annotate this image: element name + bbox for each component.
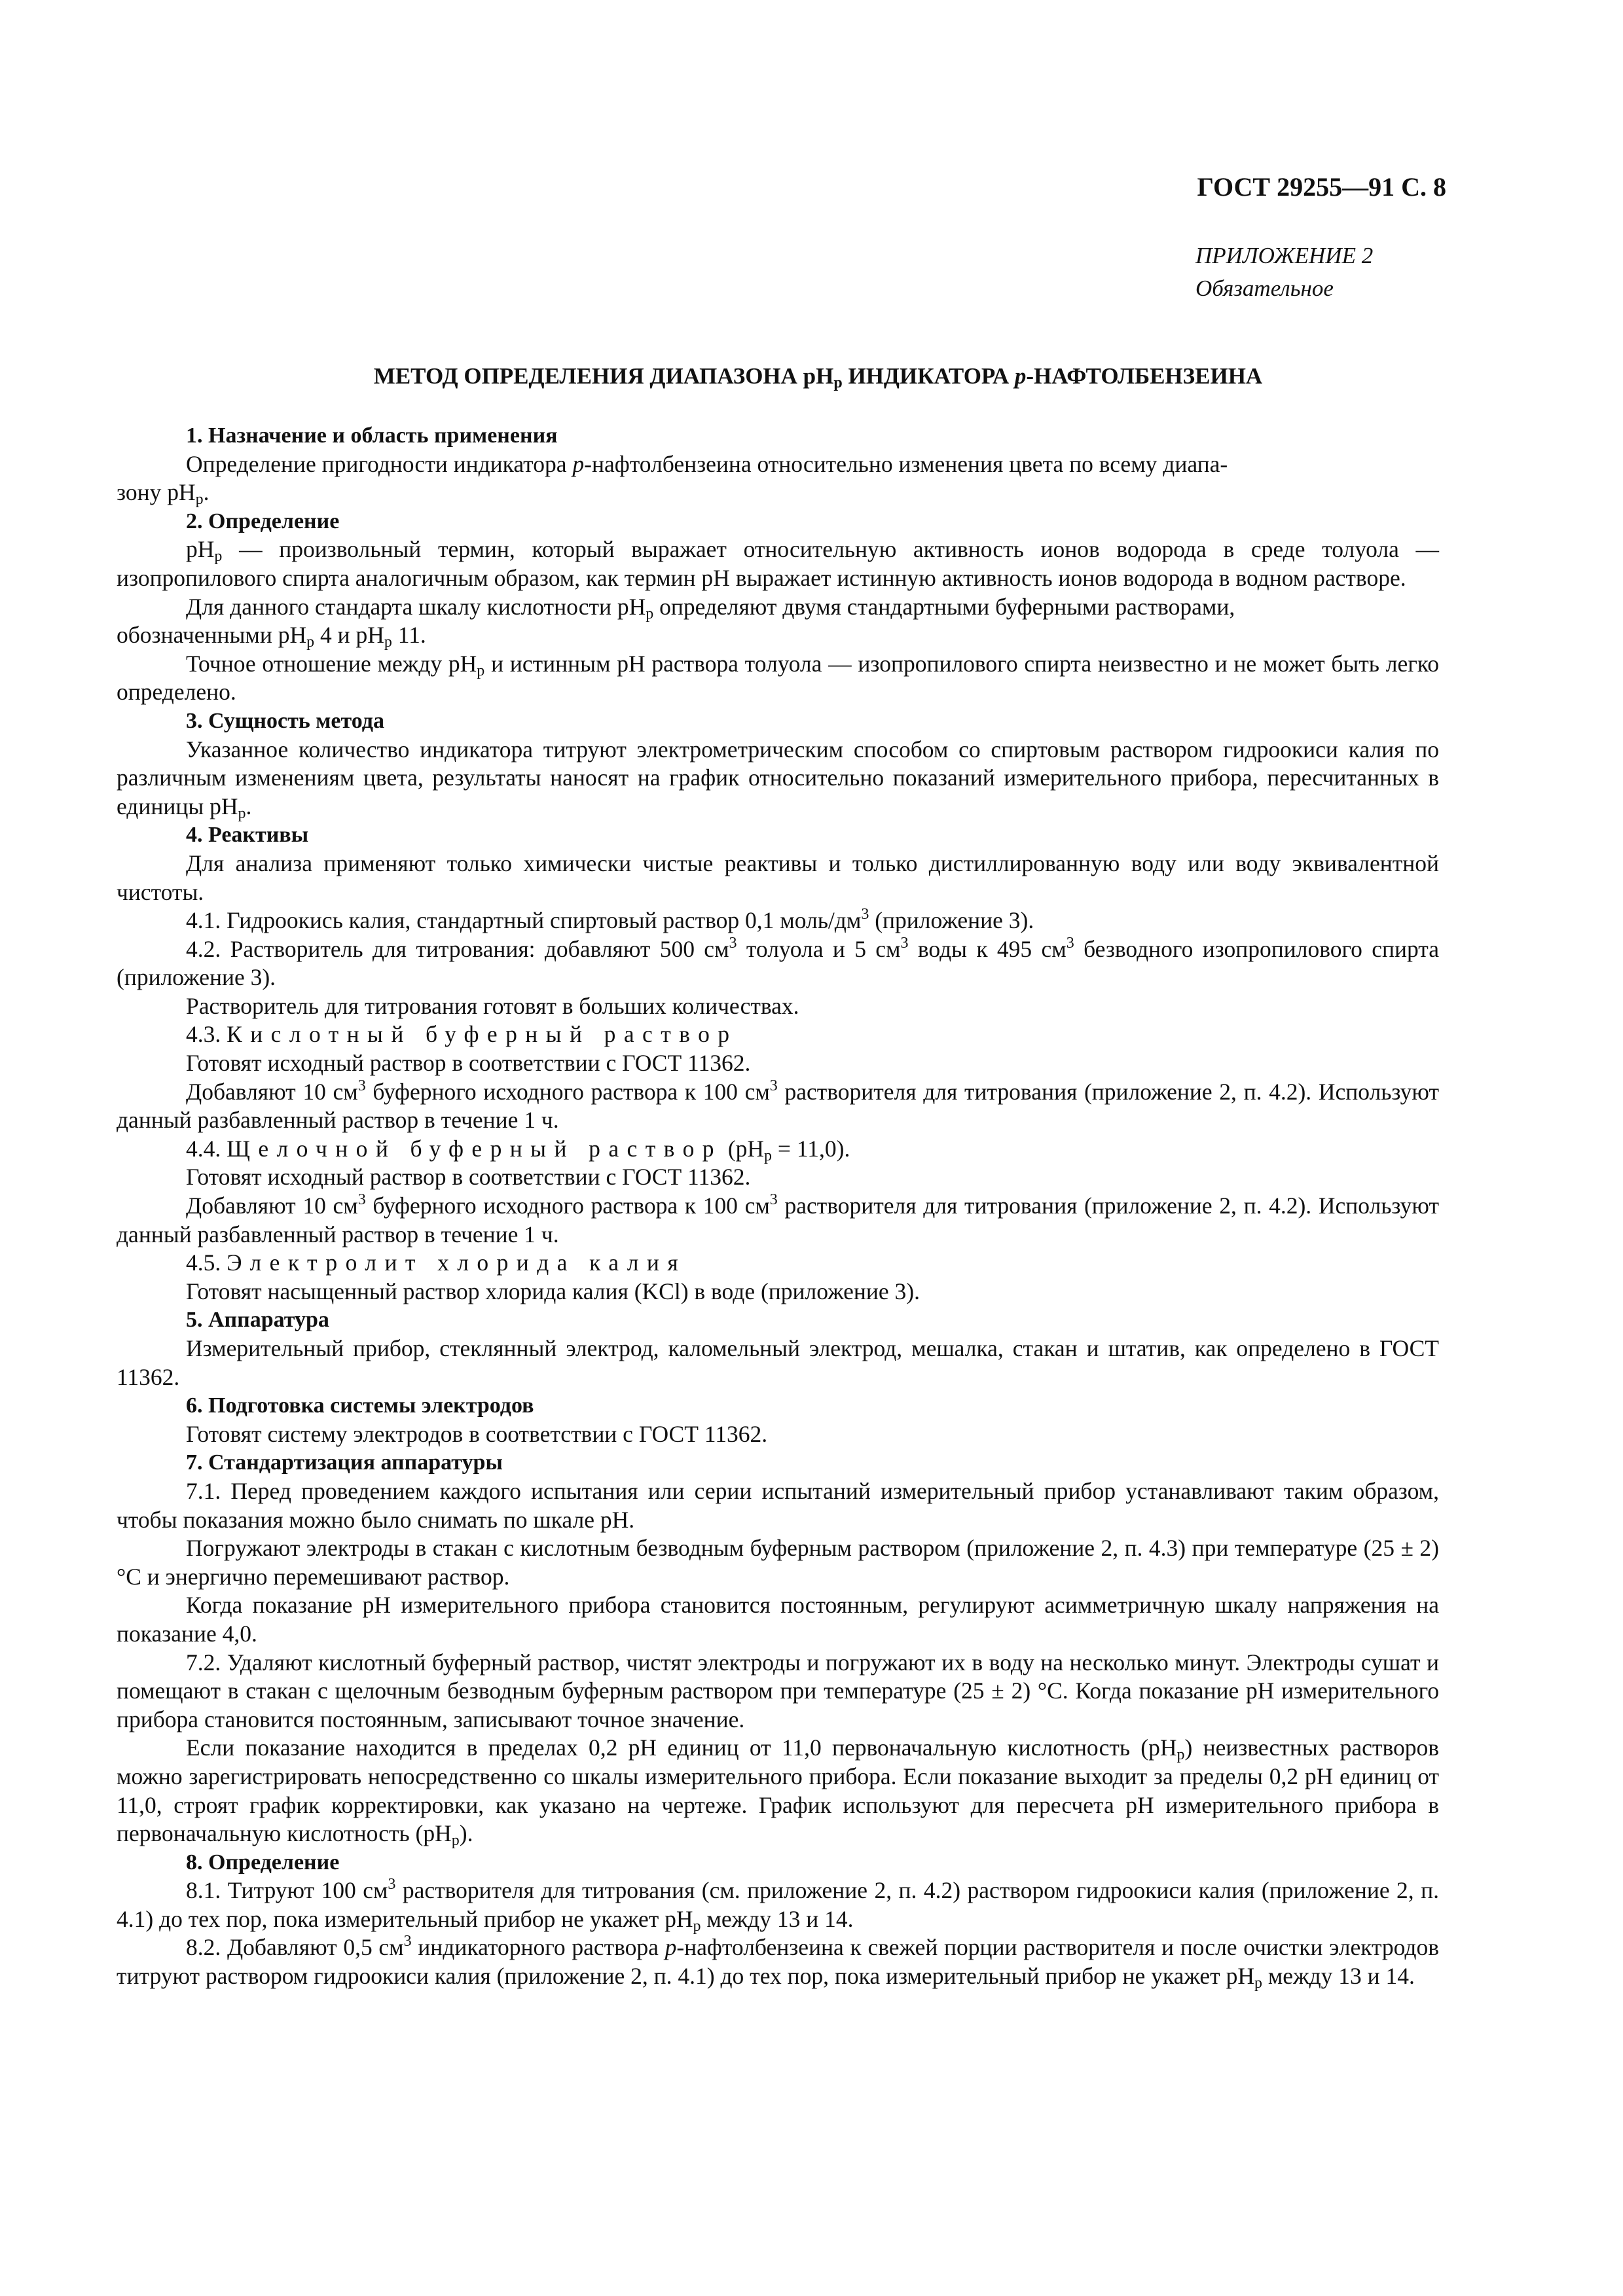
paragraph: Добавляют 10 $см^3$ буферного исходного раствора к 100 $см^3$ растворителя для титрования (приложение 2, п. 4.2). Используют данный разбавленный раствор в течение 1 ч. [117,1191,1439,1247]
paragraph: Для данного стандарта шкалу кислотности $pH_p$ определяют двумя стандартными буферными растворами, обозначенными $pH_p$ 4 и $pH_p$ 11. [117,593,1235,651]
paragraph: Определение пригодности индикатора p-нафтолбензеина относительно изменения цвета по всему диапа- зону $pH_p$. [117,450,1228,509]
paragraph: 4.1. Гидроокись калия, стандартный спиртовый раствор 0,1 моль/$дм^3$ (приложение 3). [186,906,1034,934]
section-heading-6: 6. Подготовка системы электродов [186,1393,534,1418]
paragraph: 7.1. Перед проведением каждого испытания или серии испытаний измерительный прибор устанавливают таким образом, чтобы показания можно было снимать по шкале pH. [117,1477,1439,1533]
document-title: МЕТОД ОПРЕДЕЛЕНИЯ ДИАПАЗОНА $pH_p$ ИНДИКАТОРА p-НАФТОЛБЕНЗЕИНА [373,363,1263,391]
paragraph: Когда показание pH измерительного прибора становится постоянным, регулируют асимметричную шкалу напряжения на показание 4,0. [117,1592,1439,1647]
page-header: ГОСТ 29255—91 С. 8 [1197,172,1446,202]
section-heading-2: 2. Определение [186,509,340,533]
paragraph: Растворитель для титрования готовят в больших количествах. [186,992,799,1019]
section-heading-3: 3. Сущность метода [186,708,384,733]
appendix-label [1195,240,1373,305]
section-heading-8: 8. Определение [186,1850,340,1874]
paragraph: Готовят насыщенный раствор хлорида калия (KCl) в воде (приложение 3). [186,1278,921,1304]
section-heading-1: 1. Назначение и область применения [186,423,558,448]
paragraph: 8.1. Титруют 100 $см^3$ растворителя для титрования (см. приложение 2, п. 4.2) раствором гидроокиси калия (приложение 2, п. 4.1) до тех пор, пока измерительный прибор не укажет $pH_p$ между 13 и 14. [117,1876,1439,1935]
paragraph: 4.3. Кислотный буферный раствор [186,1021,738,1048]
paragraph: Для анализа применяют только химически чистые реактивы и только дистиллированную воду или воду эквивалентной чистоты. [117,850,1439,905]
paragraph: 4.4. Щелочной буферный раствор $(pH_p = 11,0)$. [186,1135,850,1164]
appendix-number: ПРИЛОЖЕНИЕ 2 [1195,243,1374,268]
paragraph: 7.2. Удаляют кислотный буферный раствор, чистят электроды и погружают их в воду на несколько минут. Электроды сушат и помещают в стакан с щелочным безводным буферным раствором при температуре (25 ± 2) °С. Когда показание pH измерительного прибора становится постоянным, записывают точное значение. [117,1649,1439,1732]
paragraph: Измерительный прибор, стеклянный электрод, каломельный электрод, мешалка, стакан и штатив, как определено в ГОСТ 11362. [117,1335,1439,1390]
document-body [117,422,1439,1991]
paragraph: Готовят исходный раствор в соответствии с ГОСТ 11362. [186,1050,751,1077]
section-heading-4: 4. Реактивы [186,823,309,848]
paragraph: 4.2. Растворитель для титрования: добавляют 500 $см^3$ толуола и 5 $см^3$ воды к 495 $см^3$ безводного изопропилового спирта (приложение 3). [117,934,1439,991]
paragraph: Добавляют 10 $см^3$ буферного исходного раствора к 100 $см^3$ растворителя для титрования (приложение 2, п. 4.2). Используют данный разбавленный раствор в течение 1 ч. [117,1077,1439,1134]
section-heading-7: 7. Стандартизация аппаратуры [186,1450,503,1475]
paragraph: 8.2. Добавляют 0,5 $см^3$ индикаторного раствора p-нафтолбензеина к свежей порции растворителя и после очистки электродов титруют раствором гидроокиси калия (приложение 2, п. 4.1) до тех пор, пока измерительный прибор не укажет $pH_p$ между 13 и 14. [117,1933,1439,1992]
paragraph: Погружают электроды в стакан с кислотным безводным буферным раствором (приложение 2, п. 4.3) при температуре (25 ± 2) °С и энергично перемешивают раствор. [117,1535,1439,1590]
appendix-status: Обязательное [1195,276,1334,301]
paragraph: 4.5. Электролит хлорида калия [186,1249,687,1276]
paragraph: $pH_p$ — произвольный термин, который выражает относительную активность ионов водорода в среде толуола — изопропилового спирта аналогичным образом, как термин pH выражает истинную активность ионов водорода в водном растворе. [117,536,1439,591]
paragraph: Точное отношение между $pH_p$ и истинным pH раствора толуола — изопропилового спирта неизвестно и не может быть легко определено. [117,650,1439,706]
paragraph: Готовят исходный раствор в соответствии с ГОСТ 11362. [186,1164,751,1191]
paragraph: Если показание находится в пределах 0,2 pH единиц от 11,0 первоначальную кислотность $(pH_p)$ неизвестных растворов можно зарегистрировать непосредственно со шкалы измерительного прибора. Если показание выходит за пределы 0,2 pH единиц от 11,0, строят график корректировки, как указано на чертеже. График используют для пересчета pH измерительного прибора в первоначальную кислотность $(pH_p)$. [117,1734,1439,1850]
section-heading-5: 5. Аппаратура [186,1308,329,1333]
paragraph: Указанное количество индикатора титруют электрометрическим способом со спиртовым раствором гидроокиси калия по различным изменениям цвета, результаты наносят на график относительно показаний измерительного прибора, пересчитанных в единицы $pH_p$. [117,736,1439,822]
paragraph: Готовят систему электродов в соответствии с ГОСТ 11362. [186,1420,768,1447]
